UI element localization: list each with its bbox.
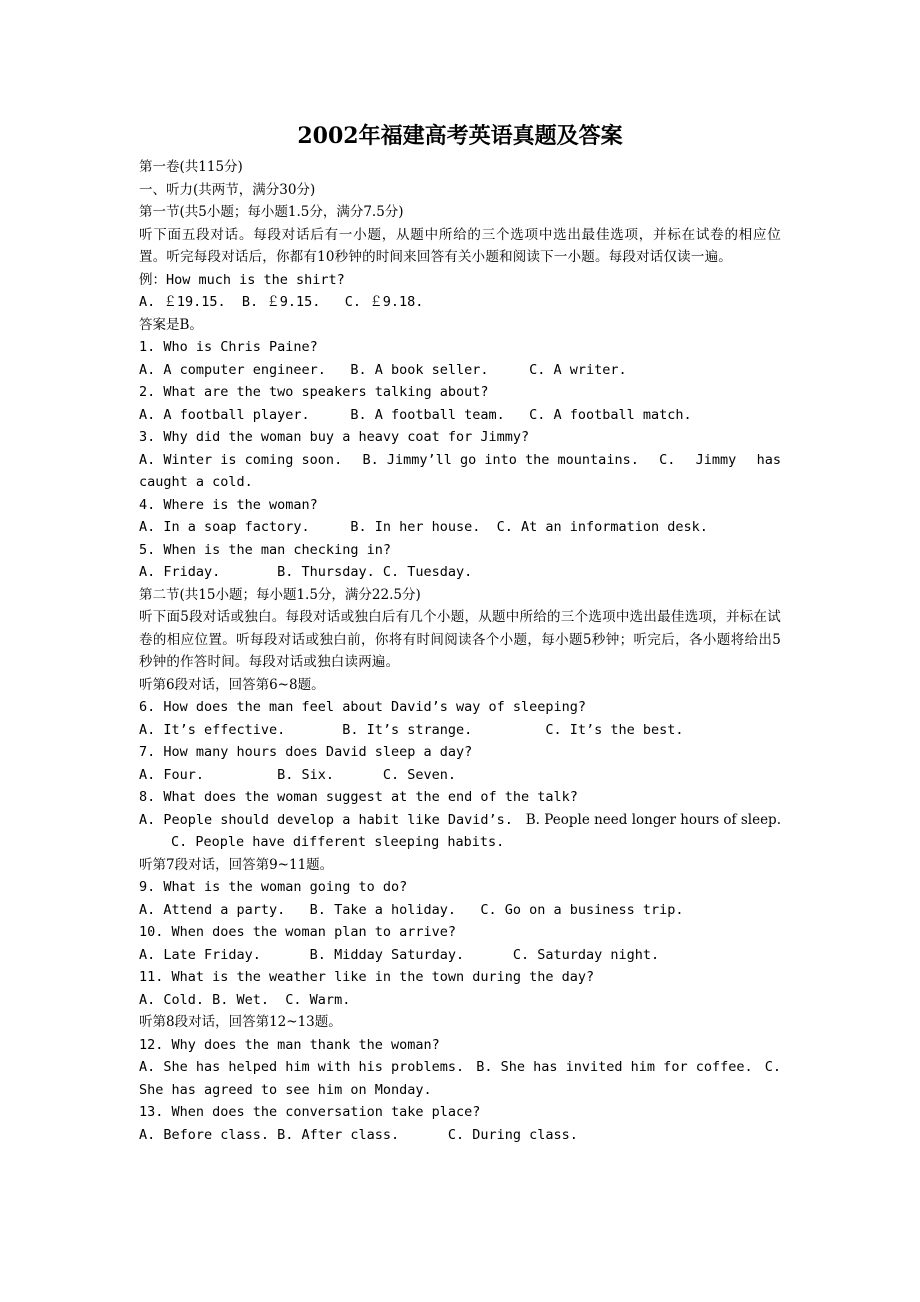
example-answer: 答案是B。 bbox=[139, 316, 203, 333]
subsection-heading-2: 第二节(共15小题；每小题1.5分，满分22.5分) bbox=[139, 586, 421, 603]
question-1: 1. Who is Chris Paine? bbox=[139, 339, 318, 355]
options-11: A. Cold. B. Wet. C. Warm. bbox=[139, 991, 351, 1008]
question-5: 5. When is the man checking in? bbox=[139, 541, 391, 558]
instructions-paragraph-2: 听下面5段对话或独白。每段对话或独白后有几个小题，从题中所给的三个选项中选出最佳选项，并标在试卷的相应位置。听每段对话或独白前，你将有时间阅读各个小题，每小题5秒钟；听完后，各小题将给出5秒钟的作答时间。每段对话或独白读两遍。 bbox=[139, 609, 781, 670]
options-12-continued: She has agreed to see him on Monday. bbox=[139, 1081, 432, 1098]
section-heading: 一、听力(共两节，满分30分) bbox=[139, 181, 316, 198]
question-7: 7. How many hours does David sleep a day? bbox=[139, 744, 473, 760]
question-12: 12. Why does the man thank the woman? bbox=[139, 1036, 440, 1053]
options-8 bbox=[139, 809, 781, 832]
options-12 bbox=[139, 1056, 781, 1079]
question-10: 10. When does the woman plan to arrive? bbox=[139, 924, 456, 940]
option-3c-word1: Jimmy bbox=[695, 451, 737, 468]
question-2: 2. What are the two speakers talking about? bbox=[139, 384, 489, 400]
question-3: 3. Why did the woman buy a heavy coat for Jimmy? bbox=[139, 429, 530, 445]
question-4: 4. Where is the woman? bbox=[139, 496, 318, 513]
options-13: A. Before class. B. After class. C. During class. bbox=[139, 1126, 578, 1143]
options-7: A. Four. B. Six. C. Seven. bbox=[139, 766, 456, 783]
question-9: 9. What is the woman going to do? bbox=[139, 879, 408, 895]
options-9: A. Attend a party. B. Take a holiday. C. Go on a business trip. bbox=[139, 901, 684, 918]
option-8a: A. People should develop a habit like David’s. bbox=[139, 811, 513, 828]
options-1: A. A computer engineer. B. A book seller. C. A writer. bbox=[139, 361, 627, 378]
question-8: 8. What does the woman suggest at the end of the talk? bbox=[139, 789, 578, 805]
options-4: A. In a soap factory. B. In her house. C. At an information desk. bbox=[139, 519, 708, 535]
options-5: A. Friday. B. Thursday. C. Tuesday. bbox=[139, 564, 473, 580]
options-3 bbox=[139, 449, 781, 472]
option-8c: C. People have different sleeping habits. bbox=[171, 834, 505, 850]
dialog-6-heading: 听第6段对话，回答第6~8题。 bbox=[139, 676, 325, 693]
question-6: 6. How does the man feel about David’s way of sleeping? bbox=[139, 699, 587, 715]
options-2: A. A football player. B. A football team. C. A football match. bbox=[139, 406, 692, 423]
example-options: A. ￡19.15. B. ￡9.15. C. ￡9.18. bbox=[139, 294, 424, 310]
option-12a: A. She has helped him with his problems. bbox=[139, 1059, 465, 1075]
question-11: 11. What is the weather like in the town during the day? bbox=[139, 969, 595, 985]
part-heading: 第一卷(共115分) bbox=[139, 159, 243, 175]
option-8b: B. People need longer hours of sleep. bbox=[525, 811, 781, 828]
dialog-7-heading: 听第7段对话，回答第9~11题。 bbox=[139, 856, 334, 873]
option-3a: A. Winter is coming soon. bbox=[139, 451, 343, 468]
page-title: 2002年福建高考英语真题及答案 bbox=[297, 123, 623, 149]
instructions-paragraph: 听下面五段对话。每段对话后有一小题，从题中所给的三个选项中选出最佳选项，并标在试卷的相应位置。听完每段对话后，你都有10秒钟的时间来回答有关小题和阅读下一小题。每段对话仅读一遍。 bbox=[139, 226, 781, 265]
option-3c-label: C. bbox=[659, 451, 676, 468]
options-10: A. Late Friday. B. Midday Saturday. C. Saturday night. bbox=[139, 946, 660, 963]
dialog-8-heading: 听第8段对话，回答第12~13题。 bbox=[139, 1014, 342, 1030]
options-3-continued: caught a cold. bbox=[139, 474, 253, 490]
option-12c-label: C. bbox=[764, 1059, 781, 1075]
options-6: A. It’s effective. B. It’s strange. C. It’s the best. bbox=[139, 721, 684, 738]
subsection-heading: 第一节(共5小题；每小题1.5分，满分7.5分) bbox=[139, 204, 404, 220]
option-3c-word2: has bbox=[756, 451, 781, 468]
option-12b: B. She has invited him for coffee. bbox=[476, 1059, 753, 1075]
option-3b: B. Jimmy’ll go into the mountains. bbox=[362, 451, 639, 468]
question-13: 13. When does the conversation take place? bbox=[139, 1104, 481, 1120]
example-question: 例：How much is the shirt? bbox=[139, 271, 345, 288]
document-body bbox=[139, 156, 781, 1146]
